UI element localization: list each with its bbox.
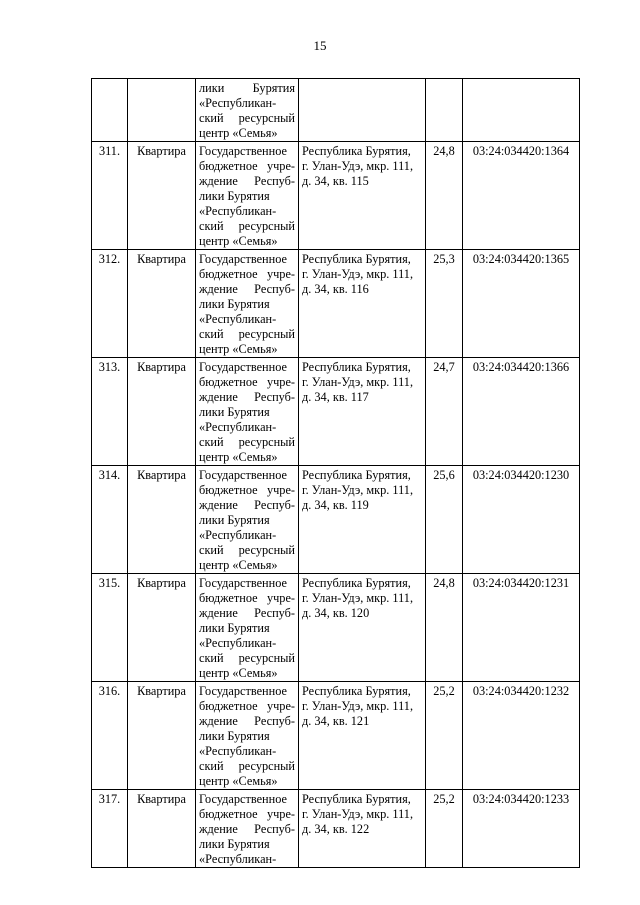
holder-line: бюджетное учре-: [199, 807, 295, 821]
address-line: г. Улан-Удэ, мкр. 111,: [302, 267, 414, 281]
address-line: Республика Бурятия,: [302, 468, 411, 482]
holder-line: лики Бурятия: [199, 513, 270, 527]
table-row: [92, 250, 580, 358]
holder-line: бюджетное учре-: [199, 159, 295, 173]
holder-line: лики Бурятия: [199, 621, 270, 635]
holder-line: «Республикан-: [199, 312, 277, 326]
cell-address: [299, 790, 426, 868]
holder-line: лики Бурятия: [199, 729, 270, 743]
holder-line: лики Бурятия: [199, 297, 270, 311]
holder-line: центр «Семья»: [199, 450, 278, 464]
holder-line: лики Бурятия: [199, 189, 270, 203]
cell-cadastral: 03:24:034420:1365: [463, 250, 580, 358]
holder-line: центр «Семья»: [199, 234, 278, 248]
cell-type: Квартира: [128, 574, 196, 682]
holder-line: лики Бурятия: [199, 405, 270, 419]
holder-line: центр «Семья»: [199, 774, 278, 788]
address-line: г. Улан-Удэ, мкр. 111,: [302, 159, 414, 173]
holder-line: ский ресурсный: [199, 543, 295, 557]
holder-line: ждение Респуб-: [199, 390, 295, 404]
holder-line: ждение Респуб-: [199, 714, 295, 728]
cell-cadastral: 03:24:034420:1366: [463, 358, 580, 466]
holder-line: Государственное: [199, 252, 287, 266]
holder-line: Государственное: [199, 144, 287, 158]
holder-line: «Республикан-: [199, 96, 277, 110]
table-row-continuation: [92, 79, 580, 142]
cell-area: 24,8: [426, 142, 463, 250]
table-body: [92, 79, 580, 868]
address-line: д. 34, кв. 119: [302, 498, 369, 512]
cell-address: [299, 682, 426, 790]
cell-address: [299, 250, 426, 358]
cell-address: [299, 466, 426, 574]
cell-holder: [196, 250, 299, 358]
holder-line: центр «Семья»: [199, 126, 278, 140]
address-line: г. Улан-Удэ, мкр. 111,: [302, 699, 414, 713]
cell-number: 317.: [92, 790, 128, 868]
holder-line: бюджетное учре-: [199, 375, 295, 389]
cell-type: Квартира: [128, 250, 196, 358]
address-line: д. 34, кв. 115: [302, 174, 369, 188]
cell-number: 312.: [92, 250, 128, 358]
holder-line: центр «Семья»: [199, 558, 278, 572]
cell-holder: [196, 142, 299, 250]
cell-cadastral: 03:24:034420:1230: [463, 466, 580, 574]
address-line: д. 34, кв. 122: [302, 822, 370, 836]
address-line: д. 34, кв. 117: [302, 390, 369, 404]
table-row: [92, 574, 580, 682]
cell-area: 25,2: [426, 790, 463, 868]
table-row: [92, 682, 580, 790]
holder-line: бюджетное учре-: [199, 267, 295, 281]
cell-holder: [196, 682, 299, 790]
holder-line: Государственное: [199, 360, 287, 374]
property-table: [91, 78, 580, 868]
cell-type: Квартира: [128, 358, 196, 466]
cell-address: [299, 79, 426, 142]
holder-line: бюджетное учре-: [199, 699, 295, 713]
cell-holder: [196, 466, 299, 574]
cell-cadastral: 03:24:034420:1233: [463, 790, 580, 868]
address-line: д. 34, кв. 121: [302, 714, 370, 728]
holder-line: ждение Респуб-: [199, 498, 295, 512]
cell-address: [299, 574, 426, 682]
holder-line: бюджетное учре-: [199, 591, 295, 605]
table-row: [92, 358, 580, 466]
address-line: Республика Бурятия,: [302, 792, 411, 806]
holder-line: ждение Респуб-: [199, 822, 295, 836]
address-line: Республика Бурятия,: [302, 252, 411, 266]
address-line: Республика Бурятия,: [302, 576, 411, 590]
cell-holder: [196, 574, 299, 682]
holder-line: лики Бурятия: [199, 837, 270, 851]
address-line: г. Улан-Удэ, мкр. 111,: [302, 375, 414, 389]
holder-line: ский ресурсный: [199, 759, 295, 773]
holder-line: бюджетное учре-: [199, 483, 295, 497]
cell-area: 25,3: [426, 250, 463, 358]
cell-cadastral: 03:24:034420:1231: [463, 574, 580, 682]
table-row: [92, 142, 580, 250]
cell-number: 316.: [92, 682, 128, 790]
cell-number: 313.: [92, 358, 128, 466]
holder-line: ский ресурсный: [199, 111, 295, 125]
cell-area: [426, 79, 463, 142]
table-row: [92, 466, 580, 574]
holder-line: центр «Семья»: [199, 666, 278, 680]
cell-number: [92, 79, 128, 142]
cell-type: Квартира: [128, 466, 196, 574]
cell-holder: [196, 358, 299, 466]
cell-area: 25,2: [426, 682, 463, 790]
address-line: д. 34, кв. 120: [302, 606, 370, 620]
holder-line: «Республикан-: [199, 852, 277, 866]
holder-line: «Республикан-: [199, 204, 277, 218]
cell-type: Квартира: [128, 142, 196, 250]
holder-line: «Республикан-: [199, 528, 277, 542]
cell-type: Квартира: [128, 682, 196, 790]
cell-holder: [196, 790, 299, 868]
holder-line: Государственное: [199, 684, 287, 698]
address-line: г. Улан-Удэ, мкр. 111,: [302, 807, 414, 821]
holder-line: ждение Респуб-: [199, 606, 295, 620]
cell-type: Квартира: [128, 790, 196, 868]
holder-line: лики Бурятия: [199, 81, 295, 95]
address-line: г. Улан-Удэ, мкр. 111,: [302, 483, 414, 497]
holder-line: «Республикан-: [199, 636, 277, 650]
cell-cadastral: 03:24:034420:1232: [463, 682, 580, 790]
cell-holder: [196, 79, 299, 142]
holder-line: Государственное: [199, 576, 287, 590]
cell-type: [128, 79, 196, 142]
cell-area: 25,6: [426, 466, 463, 574]
cell-number: 315.: [92, 574, 128, 682]
cell-cadastral: [463, 79, 580, 142]
cell-number: 314.: [92, 466, 128, 574]
address-line: г. Улан-Удэ, мкр. 111,: [302, 591, 414, 605]
address-line: д. 34, кв. 116: [302, 282, 369, 296]
holder-line: ждение Респуб-: [199, 282, 295, 296]
address-line: Республика Бурятия,: [302, 684, 411, 698]
table-row: [92, 790, 580, 868]
holder-line: центр «Семья»: [199, 342, 278, 356]
holder-line: ский ресурсный: [199, 651, 295, 665]
cell-address: [299, 358, 426, 466]
holder-line: ский ресурсный: [199, 219, 295, 233]
holder-line: ждение Респуб-: [199, 174, 295, 188]
page-number: 15: [313, 38, 327, 53]
holder-line: Государственное: [199, 468, 287, 482]
address-line: Республика Бурятия,: [302, 144, 411, 158]
cell-area: 24,7: [426, 358, 463, 466]
cell-address: [299, 142, 426, 250]
address-line: Республика Бурятия,: [302, 360, 411, 374]
cell-cadastral: 03:24:034420:1364: [463, 142, 580, 250]
holder-line: ский ресурсный: [199, 327, 295, 341]
cell-number: 311.: [92, 142, 128, 250]
holder-line: «Республикан-: [199, 744, 277, 758]
holder-line: ский ресурсный: [199, 435, 295, 449]
holder-line: Государственное: [199, 792, 287, 806]
cell-area: 24,8: [426, 574, 463, 682]
holder-line: «Республикан-: [199, 420, 277, 434]
